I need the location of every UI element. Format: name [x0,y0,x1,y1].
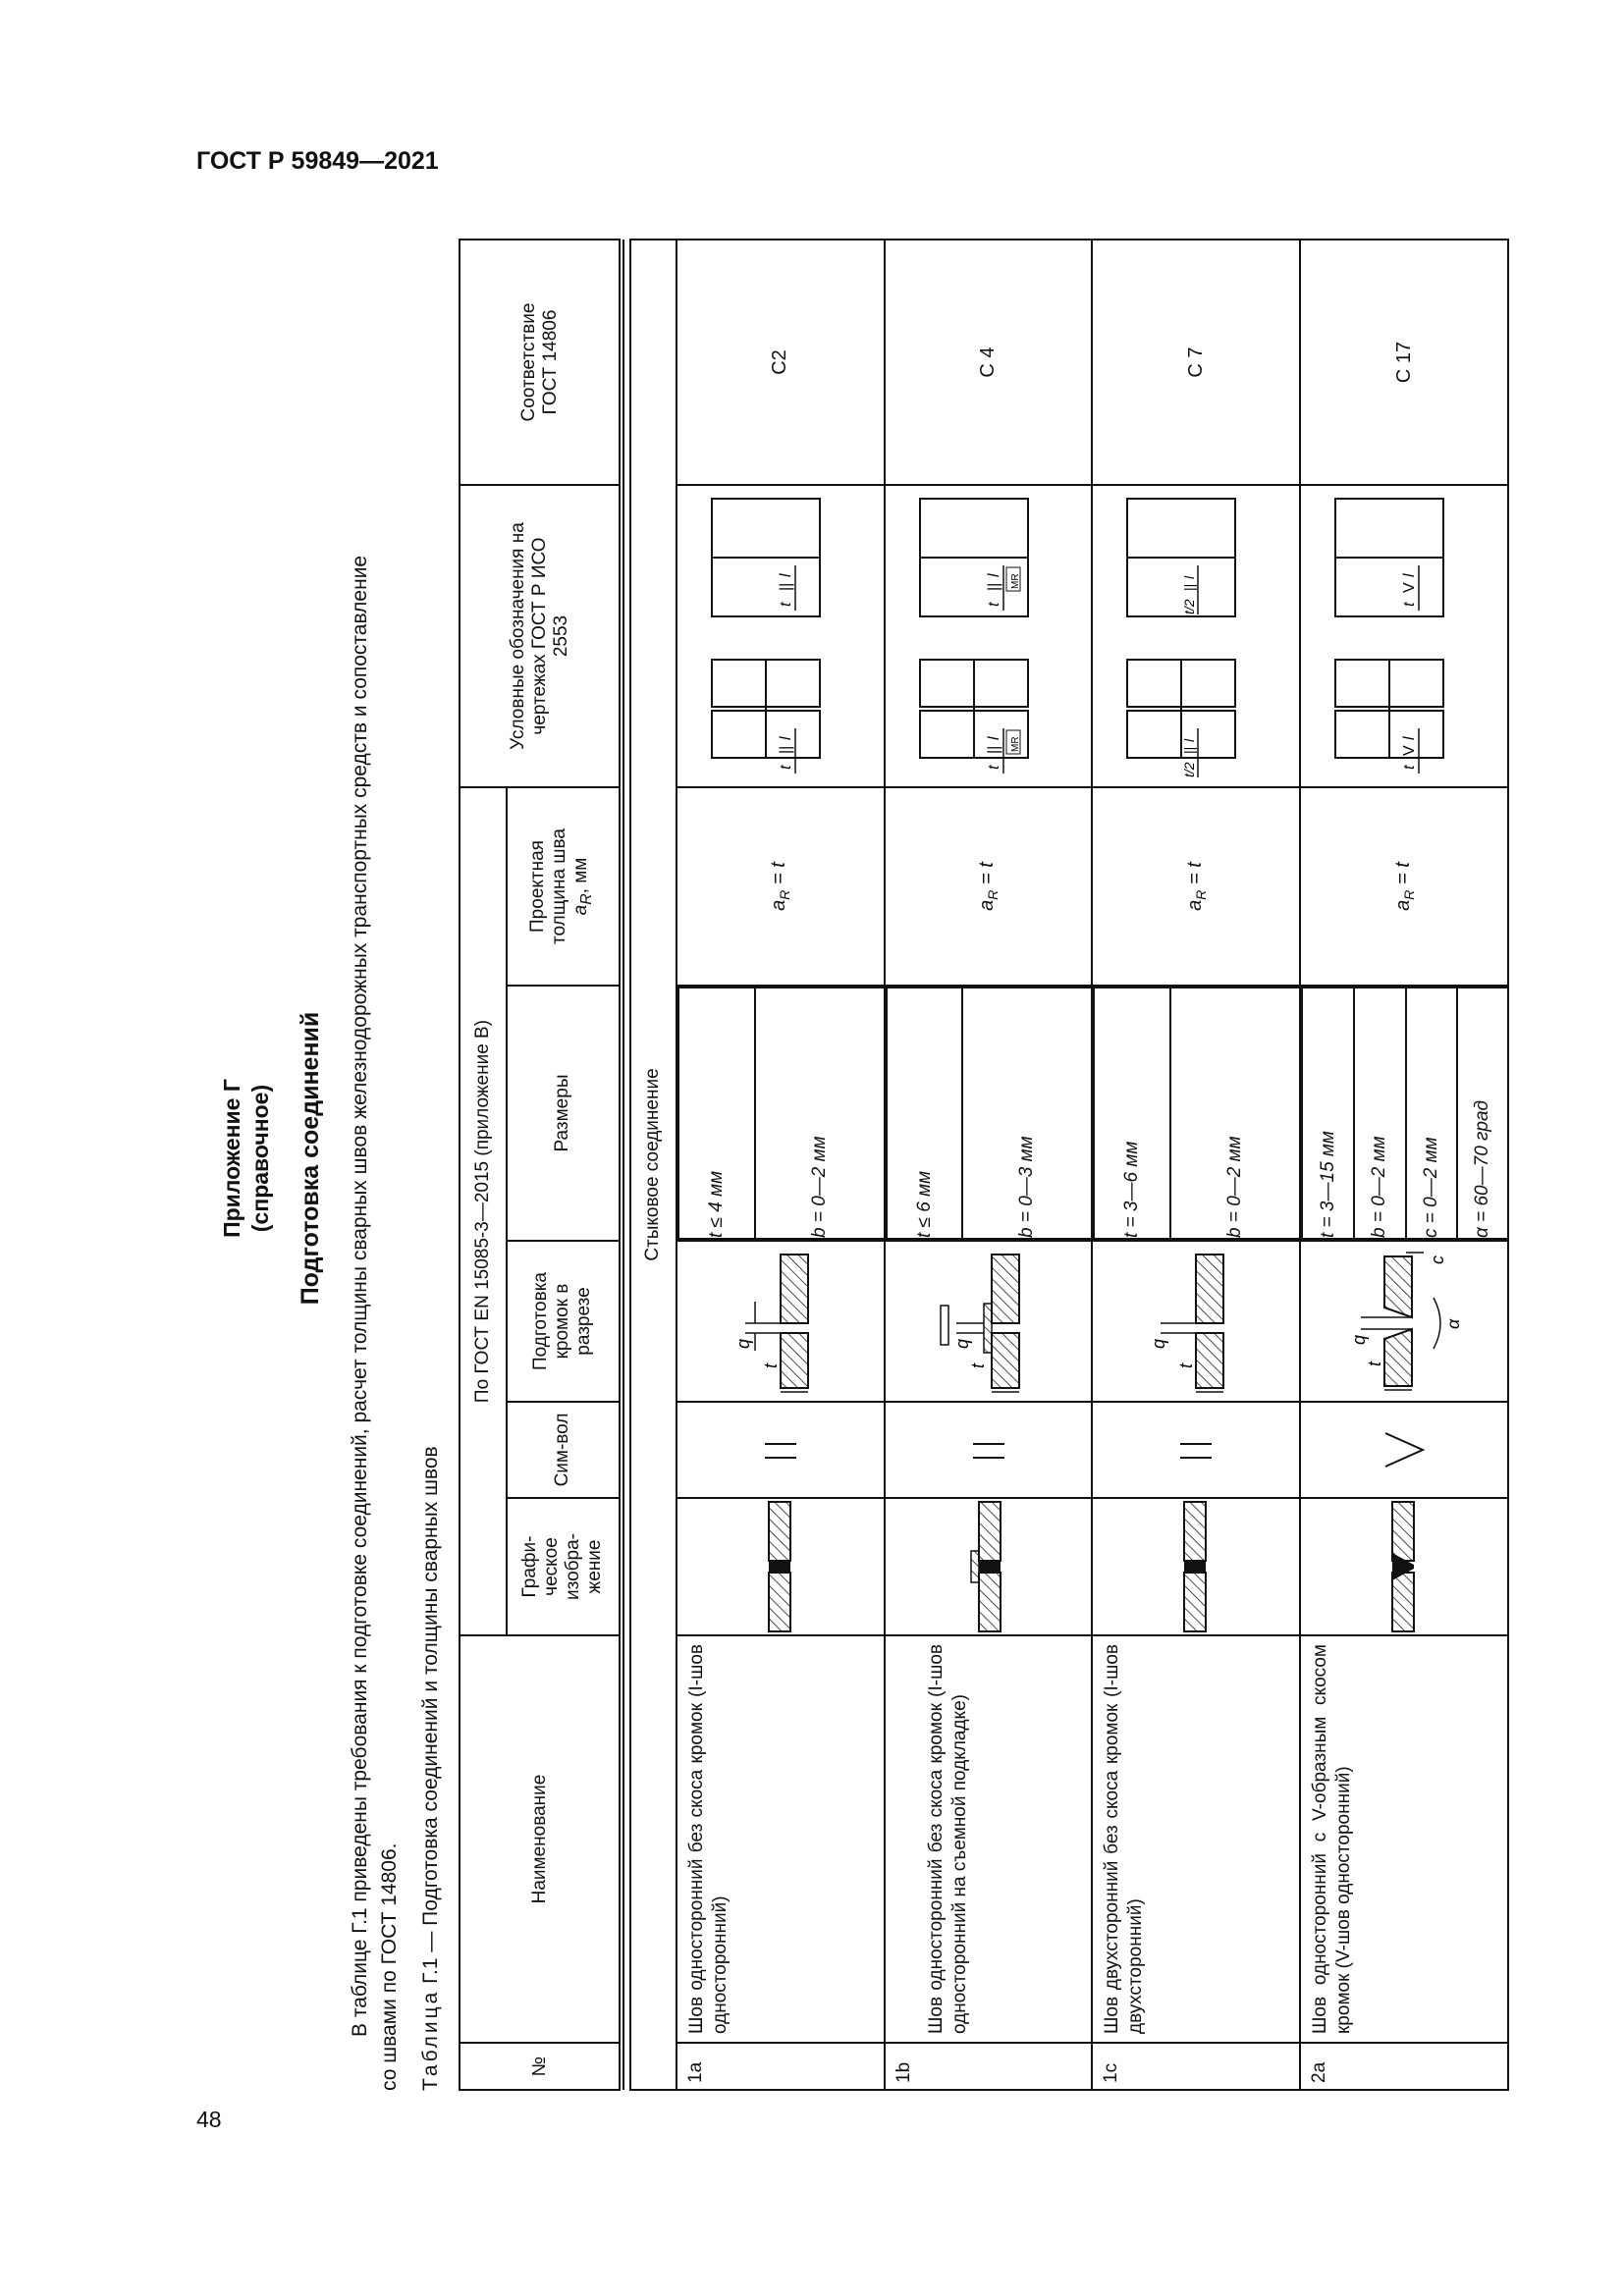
weld-designation-icon [910,489,1067,783]
dim-value: t = 3—15 мм [1302,988,1354,1239]
dim-value: t ≤ 4 мм [678,988,755,1239]
row-name: Шов односторонний с V-образным скосом кромок (V-шов односторонний) [1300,1635,1508,2043]
dims-cell [677,986,885,1241]
correspondence-cell: C2 [677,240,885,485]
appendix-title: Приложение Г (справочное) [218,226,275,2091]
row-name: Шов односторонний без скоса кромок (I-шов односторонний) [677,1635,885,2043]
weld-designation-icon [1117,489,1274,783]
header-designation: Условные обозначения на чертежах ГОСТ Р ИСО 2553 [460,485,620,787]
svg-text:l: l [1181,738,1198,742]
row-num: 2a [1300,2043,1508,2090]
svg-text:||: || [777,582,794,591]
header-prep: Подготовка кромок в разрезе [507,1241,621,1402]
row-num: 1b [885,2043,1093,2090]
header-symbol: Сим-вол [507,1402,621,1498]
svg-text:q: q [732,1338,753,1349]
svg-text:||: || [1181,583,1198,591]
standard-header: ГОСТ Р 59849—2021 [196,147,439,175]
svg-text:t: t [777,765,794,770]
svg-text:t: t [985,765,1002,770]
designation-cell [677,485,885,787]
weld-graphic-icon [761,1500,800,1633]
correspondence-cell: C 7 [1092,240,1300,485]
weld-designation-icon [702,489,859,783]
edge-prep-icon [731,1243,830,1400]
row-num: 1a [677,2043,885,2090]
svg-text:l: l [985,573,1002,577]
header-dims: Размеры [507,986,621,1241]
designation-cell [1092,485,1300,787]
welds-table [459,239,1509,2091]
svg-text:t: t [1365,1361,1385,1366]
svg-text:V: V [1401,582,1419,593]
weld-graphic-icon [967,1500,1010,1633]
i-weld-symbol-icon [761,1425,800,1474]
rotated-page-content [218,226,1534,2091]
svg-text:q: q [1349,1334,1370,1345]
svg-text:l: l [985,736,1002,740]
svg-text:t: t [777,602,794,607]
dims-cell [1300,986,1508,1241]
svg-text:q: q [1149,1338,1169,1349]
edge-prep-with-backing-icon [935,1243,1043,1400]
edge-prep-icon [1147,1243,1245,1400]
svg-text:t: t [1401,765,1419,770]
svg-text:t: t [760,1362,781,1368]
section-butt-joint: Стыковое соединение [630,240,677,2090]
dim-value: b = 0—2 мм [1354,988,1406,1239]
weld-designation-icon [1326,489,1483,783]
svg-text:t: t [985,602,1002,607]
v-weld-symbol-icon [1380,1425,1429,1474]
header-group: По ГОСТ EN 15085-3—2015 (приложение В) [460,787,507,1635]
dim-value: t ≤ 6 мм [887,988,963,1239]
graphic-cell [677,1498,885,1635]
thickness-cell: $a_R = t$ [1092,787,1300,986]
dim-value: α = 60—70 град [1457,988,1507,1239]
header-correspondence: Соответствие ГОСТ 14806 [460,240,620,485]
svg-text:||: || [985,582,1002,591]
svg-text:q: q [951,1338,972,1349]
thickness-cell: $a_R = t$ [1300,787,1508,986]
svg-text:t: t [1176,1362,1197,1368]
table-row [1300,240,1508,2090]
correspondence-cell: C 4 [885,240,1093,485]
section-title: Подготовка соединений [297,1011,324,1306]
dim-value: t = 3—6 мм [1094,988,1170,1239]
svg-text:||: || [777,745,794,754]
weld-graphic-icon [1176,1500,1216,1633]
correspondence-cell: C 17 [1300,240,1508,485]
svg-text:t: t [1401,602,1419,607]
prep-cell [1092,1241,1300,1402]
table-row [1092,240,1300,2090]
i-weld-symbol-icon [1176,1425,1216,1474]
v-edge-prep-icon [1345,1243,1463,1400]
prep-cell [885,1241,1093,1402]
table-row [885,240,1093,2090]
dims-cell [885,986,1093,1241]
symbol-cell [885,1402,1093,1498]
row-name: Шов односторонний без скоса кромок (I-шов односторонний на съемной подкладке) [885,1635,1093,2043]
graphic-cell [885,1498,1093,1635]
thickness-cell: $a_R = t$ [885,787,1093,986]
header-name: Наименование [460,1635,620,2043]
dim-value: b = 0—2 мм [755,988,884,1239]
table-caption: Таблица Г.1 — Подготовка соединений и толщины сварных швов [419,1446,442,2091]
symbol-cell [677,1402,885,1498]
svg-text:α: α [1443,1318,1464,1329]
svg-text:l: l [777,736,794,740]
header-num: № [460,2043,620,2090]
symbol-cell [1300,1402,1508,1498]
svg-text:MR: MR [1009,573,1021,589]
dims-cell [1092,986,1300,1241]
prep-cell [1300,1241,1508,1402]
dim-value: c = 0—2 мм [1406,988,1458,1239]
prep-cell [677,1241,885,1402]
svg-text:t/2: t/2 [1181,762,1198,777]
svg-text:V: V [1401,745,1419,756]
svg-text:t/2: t/2 [1181,599,1198,614]
svg-text:l: l [777,573,794,577]
designation-cell [1300,485,1508,787]
designation-cell [885,485,1093,787]
dim-value: b = 0—3 мм [962,988,1091,1239]
row-name: Шов двухсторонний без скоса кромок (I-шов двухсторонний) [1092,1635,1300,2043]
i-weld-symbol-icon [969,1425,1008,1474]
svg-text:||: || [1181,746,1198,754]
page-number: 48 [196,2107,222,2132]
row-num: 1c [1092,2043,1300,2090]
intro-paragraph: В таблице Г.1 приведены требования к подготовке соединений, расчет толщины сварных швов железнодорожных транспортных средств и сопоставление со швами по ГОСТ 14806. [349,555,401,2091]
svg-text:l: l [1181,575,1198,579]
table-row [677,240,885,2090]
v-weld-graphic-icon [1384,1500,1424,1633]
svg-text:MR: MR [1009,736,1021,752]
svg-text:t: t [967,1362,988,1368]
svg-text:||: || [985,745,1002,754]
svg-text:l: l [1401,573,1419,577]
symbol-cell [1092,1402,1300,1498]
svg-text:l: l [1401,736,1419,740]
svg-text:c: c [1428,1255,1448,1264]
thickness-cell: $a_R = t$ [677,787,885,986]
dim-value: b = 0—2 мм [1170,988,1299,1239]
header-graphic: Графи-ческое изобра-жение [507,1498,621,1635]
graphic-cell [1092,1498,1300,1635]
appendix-subtitle: (справочное) [247,1084,273,1233]
graphic-cell [1300,1498,1508,1635]
header-thickness: Проектная толщина шва $a_R$, мм [507,787,621,986]
